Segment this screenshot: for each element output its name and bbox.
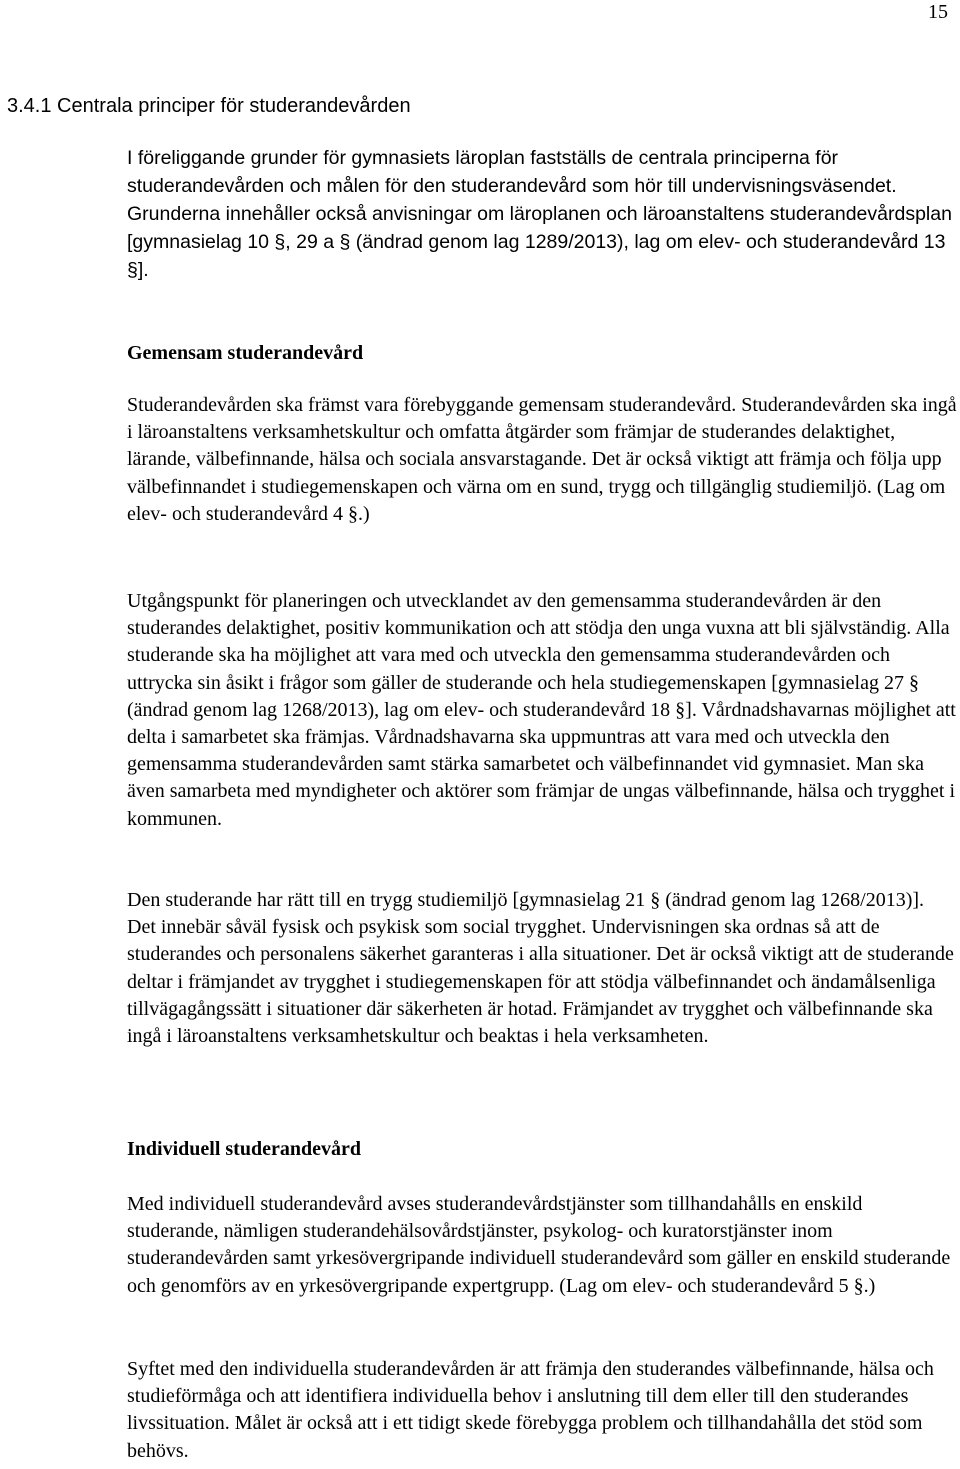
paragraph-text: Syftet med den individuella studerandevården är att främja den studerandes välbefinnande, hälsa och studieförmåga och att identifiera individuella behov i anslutning till dem eller till den studerandes livssituation. Målet är också att i ett tidigt skede förebygga problem och tillhandahålla det stöd som behövs.: [127, 1358, 934, 1462]
gemensam-paragraph-1: [127, 392, 957, 528]
gemensam-paragraph-2: [127, 588, 957, 833]
gemensam-paragraph-3: [127, 887, 957, 1050]
individuell-heading: Individuell studerandevård: [127, 1138, 361, 1160]
intro-text: I föreliggande grunder för gymnasiets läroplan fastställs de centrala principerna för studerandevården och målen för den studerandevård som hör till undervisningsväsendet. Grunderna innehåller också anvisningar om läroplanen och läroanstaltens studerandevårdsplan [gymnasielag 10 §, 29 a § (ändrad genom lag 1289/2013), lag om elev- och studerandevård 13 §].: [127, 147, 952, 281]
intro-paragraph: [127, 144, 957, 284]
individuell-paragraph-1: [127, 1191, 957, 1300]
individuell-paragraph-2: [127, 1356, 957, 1465]
page-number: 15: [928, 1, 948, 23]
paragraph-text: Studerandevården ska främst vara förebyggande gemensam studerandevård. Studerandevården ska ingå i läroanstaltens verksamhetskultur och omfatta åtgärder som främjar de studerandes delaktighet, lärande, välbefinnande, hälsa och sociala ansvarstagande. Det är också viktigt att främja och följa upp välbefinnandet i studiegemenskapen och värna om en sund, trygg och tillgänglig studiemiljö. (Lag om elev- och studerandevård 4 §.): [127, 394, 957, 525]
paragraph-text: Med individuell studerandevård avses studerandevårdstjänster som tillhandahålls en enskild studerande, nämligen studerandehälsovårdstjänster, psykolog- och kuratorstjänster inom studerandevården samt yrkesövergripande individuell studerandevård som gäller en enskild studerande och genomförs av en yrkesövergripande expertgrupp. (Lag om elev- och studerandevård 5 §.): [127, 1193, 951, 1297]
paragraph-text: Utgångspunkt för planeringen och utvecklandet av den gemensamma studerandevården är den studerandes delaktighet, positiv kommunikation och att stödja den unga vuxna att bli självständig. Alla studerande ska ha möjlighet att vara med och utveckla den gemensamma studerandevården och uttrycka sin åsikt i frågor som gäller de studerande och hela studiegemenskapen [gymnasielag 27 § (ändrad genom lag 1268/2013), lag om elev- och studerandevård 18 §]. Vårdnadshavarnas möjlighet att delta i samarbetet ska främjas. Vårdnadshavarna ska uppmuntras att vara med och utveckla den gemensamma studerandevården samt stärka samarbetet och välbefinnandet vid gymnasiet. Man ska även samarbeta med myndigheter och aktörer som främjar de ungas välbefinnande, hälsa och trygghet i kommunen.: [127, 590, 956, 830]
section-heading: 3.4.1 Centrala principer för studerandevården: [7, 95, 411, 117]
paragraph-text: Den studerande har rätt till en trygg studiemiljö [gymnasielag 21 § (ändrad genom lag 1268/2013)]. Det innebär såväl fysisk och psykisk som social trygghet. Undervisningen ska ordnas så att de studerandes och personalens säkerhet garanteras i alla situationer. Det är också viktigt att de studerande deltar i främjandet av trygghet i studiegemenskapen för att stödja välbefinnandet och ändamålsenliga tillvägagångssätt i situationer där säkerheten är hotad. Främjandet av trygghet och välbefinnande ska ingå i läroanstaltens verksamhetskultur och beaktas i hela verksamheten.: [127, 889, 954, 1048]
gemensam-heading: Gemensam studerandevård: [127, 342, 364, 364]
